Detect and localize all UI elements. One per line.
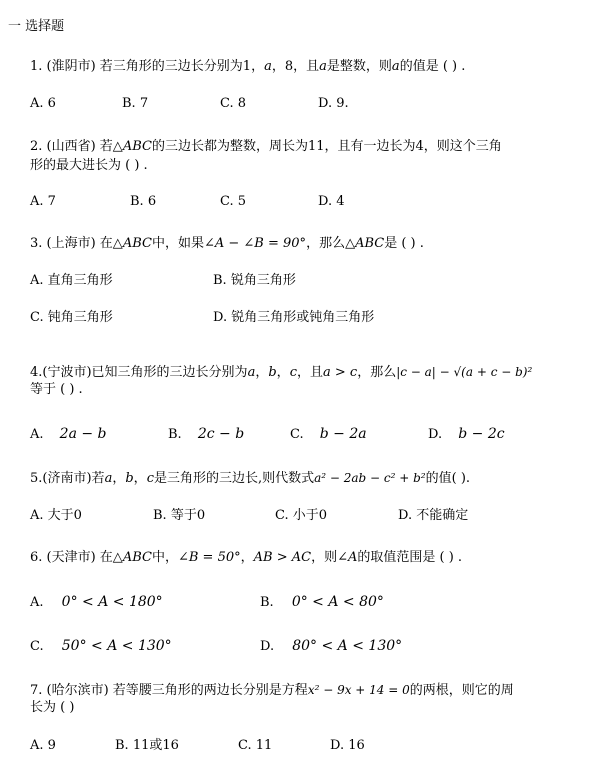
q3-math-c: ABC: [355, 236, 385, 251]
q3-option-d[interactable]: D. 锐角三角形或钝角三角形: [213, 310, 375, 325]
q1-option-a[interactable]: A. 6: [30, 96, 56, 111]
q5-math-c: c: [146, 471, 154, 486]
q7-option-a[interactable]: A. 9: [30, 738, 56, 753]
question-2-line-2: 形的最大进长为 ( ) .: [30, 158, 148, 173]
q1-text-d: 的值是 ( ) .: [399, 59, 466, 74]
q5-text-c: ，: [133, 471, 147, 486]
q2-text-a: 2. (山西省) 若△: [30, 139, 123, 154]
q4-option-a[interactable]: [30, 425, 107, 444]
q7-text-b: 的两根，则它的周: [409, 683, 514, 698]
q4-option-d-label: D.: [428, 427, 443, 442]
q6-text-b: 中，: [151, 550, 178, 565]
question-7: [30, 681, 514, 700]
q5-math-a: a: [104, 471, 113, 486]
q3-math-a: ABC: [122, 236, 152, 251]
q1-text-a: 1. (淮阴市) 若三角形的三边长分别为1，: [30, 59, 265, 74]
q2-text-b: 的三边长都为整数，周长为11，且有一边长为4，则这个三角: [151, 139, 502, 154]
q6-text-a: 6. (天津市) 在△: [30, 550, 123, 565]
q4-option-c[interactable]: [290, 425, 367, 444]
q7-option-b[interactable]: B. 11或16: [115, 738, 179, 753]
q6-option-d[interactable]: [260, 637, 402, 656]
question-3: [30, 235, 424, 253]
q6-math-c: AB > AC: [253, 550, 312, 565]
q6-text-d: ，则: [311, 550, 338, 565]
question-5: [30, 469, 470, 488]
q1-text-c: 是整数，则: [326, 59, 392, 74]
q4-option-b-value: 2c − b: [197, 426, 245, 442]
q6-option-b[interactable]: [260, 593, 384, 612]
q7-text-a: 7. (哈尔滨市) 若等腰三角形的两边长分别是方程: [30, 683, 308, 698]
question-4: [30, 363, 532, 382]
q4-math-e: |c − a| − √(a + c − b)²: [396, 365, 533, 379]
q3-option-c[interactable]: C. 钝角三角形: [30, 310, 113, 325]
q4-option-c-value: b − 2a: [319, 426, 367, 442]
q5-math-d: a² − 2ab − c² + b²: [314, 471, 426, 485]
question-1: [30, 58, 465, 76]
q6-text-e: 的取值范围是 ( ) .: [357, 550, 463, 565]
q3-text-a: 3. (上海市) 在△: [30, 236, 123, 251]
section-title: 一 选择题: [8, 19, 65, 34]
q4-text-a: 4.(宁波市)已知三角形的三边长分别为: [30, 365, 248, 380]
q2-option-a[interactable]: A. 7: [30, 194, 56, 209]
q4-option-d[interactable]: [428, 425, 505, 444]
q5-option-d[interactable]: D. 不能确定: [398, 508, 469, 523]
q3-math-b: ∠A − ∠B = 90°: [203, 236, 307, 251]
q6-option-c-value: 50° < A < 130°: [61, 638, 172, 654]
q4-math-c: c: [289, 365, 297, 380]
q1-option-d[interactable]: D. 9.: [318, 96, 349, 111]
q4-math-d: a > c: [322, 365, 358, 380]
q1-math-b: a: [319, 59, 327, 74]
q3-text-b: 中，如果: [151, 236, 204, 251]
q1-text-b: ，8，且: [271, 59, 320, 74]
q7-option-c[interactable]: C. 11: [238, 738, 273, 753]
q6-text-c: ，: [240, 550, 254, 565]
q4-math-b: b: [268, 365, 277, 380]
q4-option-c-label: C.: [290, 427, 304, 442]
q6-option-b-label: B.: [260, 595, 274, 610]
q4-text-b: ，: [255, 365, 269, 380]
q6-math-b: ∠B = 50°: [177, 550, 241, 565]
q2-option-d[interactable]: D. 4: [318, 194, 345, 209]
q3-text-c: ，那么△: [306, 236, 356, 251]
q2-option-c[interactable]: C. 5: [220, 194, 247, 209]
q4-option-a-value: 2a − b: [59, 426, 107, 442]
q6-option-b-value: 0° < A < 80°: [291, 594, 384, 610]
q6-math-d: ∠A: [337, 550, 358, 565]
q5-math-b: b: [125, 471, 134, 486]
q7-math-a: x² − 9x + 14 = 0: [307, 683, 410, 697]
q4-text-e: ，那么: [357, 365, 397, 380]
q4-math-a: a: [247, 365, 256, 380]
q3-text-d: 是 ( ) .: [384, 236, 424, 251]
q2-option-b[interactable]: B. 6: [130, 194, 157, 209]
q4-option-d-value: b − 2c: [458, 426, 505, 442]
q1-math-c: a: [391, 59, 400, 74]
q7-option-d[interactable]: D. 16: [330, 738, 365, 753]
q6-option-a-label: A.: [30, 595, 44, 610]
q5-option-a[interactable]: A. 大于0: [30, 508, 82, 523]
question-6: [30, 549, 462, 567]
q6-option-a[interactable]: [30, 593, 163, 612]
q5-text-d: 是三角形的三边长,则代数式: [153, 471, 315, 486]
q5-text-b: ，: [112, 471, 126, 486]
q4-option-a-label: A.: [30, 427, 44, 442]
q5-option-c[interactable]: C. 小于0: [275, 508, 328, 523]
q4-option-b[interactable]: [168, 425, 244, 444]
question-4-line-2: 等于 ( ) .: [30, 382, 83, 397]
q1-math-a: a: [264, 59, 272, 74]
q6-option-a-value: 0° < A < 180°: [61, 594, 163, 610]
question-7-line-2: 长为 ( ): [30, 700, 75, 715]
q1-option-c[interactable]: C. 8: [220, 96, 247, 111]
q6-option-c[interactable]: [30, 637, 172, 656]
q6-math-a: ABC: [122, 550, 152, 565]
q4-option-b-label: B.: [168, 427, 182, 442]
q5-option-b[interactable]: B. 等于0: [153, 508, 206, 523]
question-2: [30, 138, 502, 156]
q5-text-e: 的值( ).: [425, 471, 471, 486]
q4-text-c: ，: [276, 365, 290, 380]
q4-text-d: ，且: [296, 365, 323, 380]
q1-option-b[interactable]: B. 7: [122, 96, 149, 111]
q3-option-b[interactable]: B. 锐角三角形: [213, 273, 296, 288]
q2-math-a: ABC: [122, 139, 152, 154]
q5-text-a: 5.(济南市)若: [30, 471, 105, 486]
q3-option-a[interactable]: A. 直角三角形: [30, 273, 113, 288]
q6-option-c-label: C.: [30, 639, 44, 654]
q6-option-d-value: 80° < A < 130°: [292, 638, 403, 654]
q6-option-d-label: D.: [260, 639, 275, 654]
